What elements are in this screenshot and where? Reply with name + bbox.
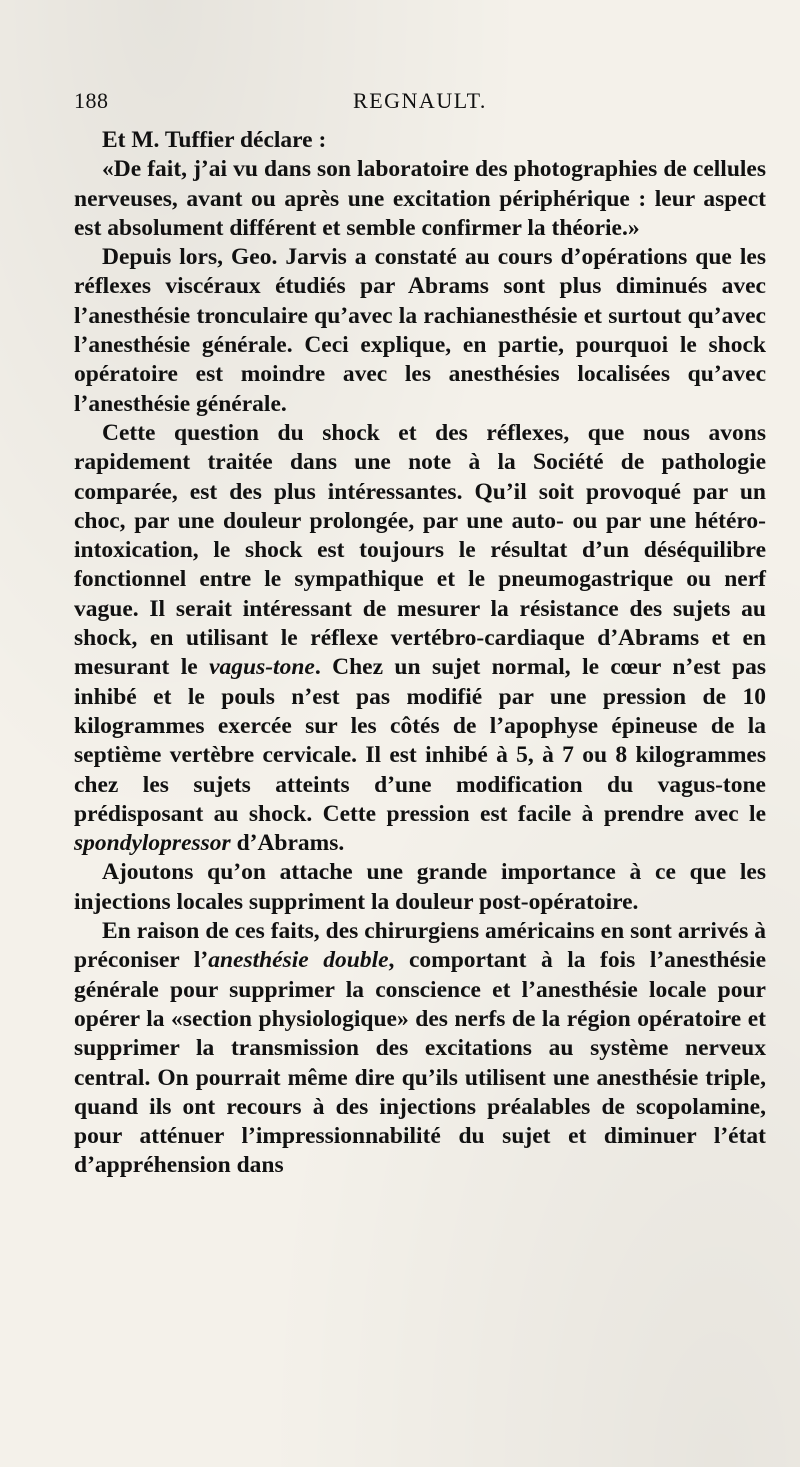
body-text xyxy=(74,126,766,1181)
paragraph-6-part-1: En raison de ces faits, des chirurgiens américains en sont arrivés à préconiser l’ xyxy=(74,918,766,974)
paragraph-4-part-1: Cette question du shock et des réflexes, que nous avons rapidement traitée dans une note à la Société de pathologie comparée, est des plus intéressantes. Qu’il soit provoqué par un choc, par une douleur prolongée, par une auto- ou par une hétéro-intoxication, le shock est toujours le résultat d’un déséquilibre fonctionnel entre le sympathique et le pneumogastrique ou nerf vague. Il serait intéressant de mesurer la résistance des sujets au shock, en utilisant le réflexe vertébro-cardiaque d’Abrams et en mesurant le xyxy=(74,419,766,681)
page-number: 188 xyxy=(74,88,109,113)
paragraph-4-italic-spondylopressor: spondylopressor xyxy=(74,830,231,857)
paragraph-6 xyxy=(74,917,766,1181)
page-header xyxy=(74,88,766,118)
paragraph-5: Ajoutons qu’on attache une grande importance à ce que les injections locales suppriment la douleur post-opératoire. xyxy=(74,859,766,915)
paragraph-6-italic-anesthesie-double: anesthésie double xyxy=(208,947,389,974)
paragraph-3: Depuis lors, Geo. Jarvis a constaté au cours d’opérations que les réflexes viscéraux étudiés par Abrams sont plus diminués avec l’anesthésie tronculaire qu’avec la rachianesthésie et surtout qu’avec l’anesthésie générale. Ceci explique, en partie, pourquoi le shock opératoire est moindre avec les anesthésies localisées qu’avec l’anesthésie générale. xyxy=(74,244,766,417)
paragraph-1: Et M. Tuffier déclare : xyxy=(102,127,327,153)
paragraph-6-part-2: , comportant à la fois l’anesthésie générale pour supprimer la conscience et l’anesthésie locale pour opérer la «section physiologique» des nerfs de la région opératoire et supprimer la transmission des excitations au système nerveux central. On pourrait même dire qu’ils utilisent une anesthésie triple, quand ils ont recours à des injections préalables de scopolamine, pour atténuer l’impressionnabilité du sujet et diminuer l’état d’appréhension dans xyxy=(74,947,766,1179)
running-head: REGNAULT. xyxy=(353,88,487,113)
paragraph-4 xyxy=(74,419,766,858)
paragraph-4-part-3: d’Abrams. xyxy=(230,830,345,857)
paragraph-4-part-2: . Chez un sujet normal, le cœur n’est pas inhibé et le pouls n’est pas modifié par une pression de 10 kilogrammes exercée sur les côtés de l’apophyse épineuse de la septième vertèbre cervicale. Il est inhibé à 5, à 7 ou 8 kilogrammes chez les sujets atteints d’une modification du vagus-tone prédisposant au shock. Cette pression est facile à prendre avec le xyxy=(74,654,766,827)
paragraph-2-quote: «De fait, j’ai vu dans son laboratoire des photographies de cellules nerveuses, avant ou après une excitation périphérique : leur aspect est absolument différent et semble confirmer la théorie.» xyxy=(74,156,766,241)
paragraph-4-italic-vagus-tone: vagus-tone xyxy=(209,654,315,681)
